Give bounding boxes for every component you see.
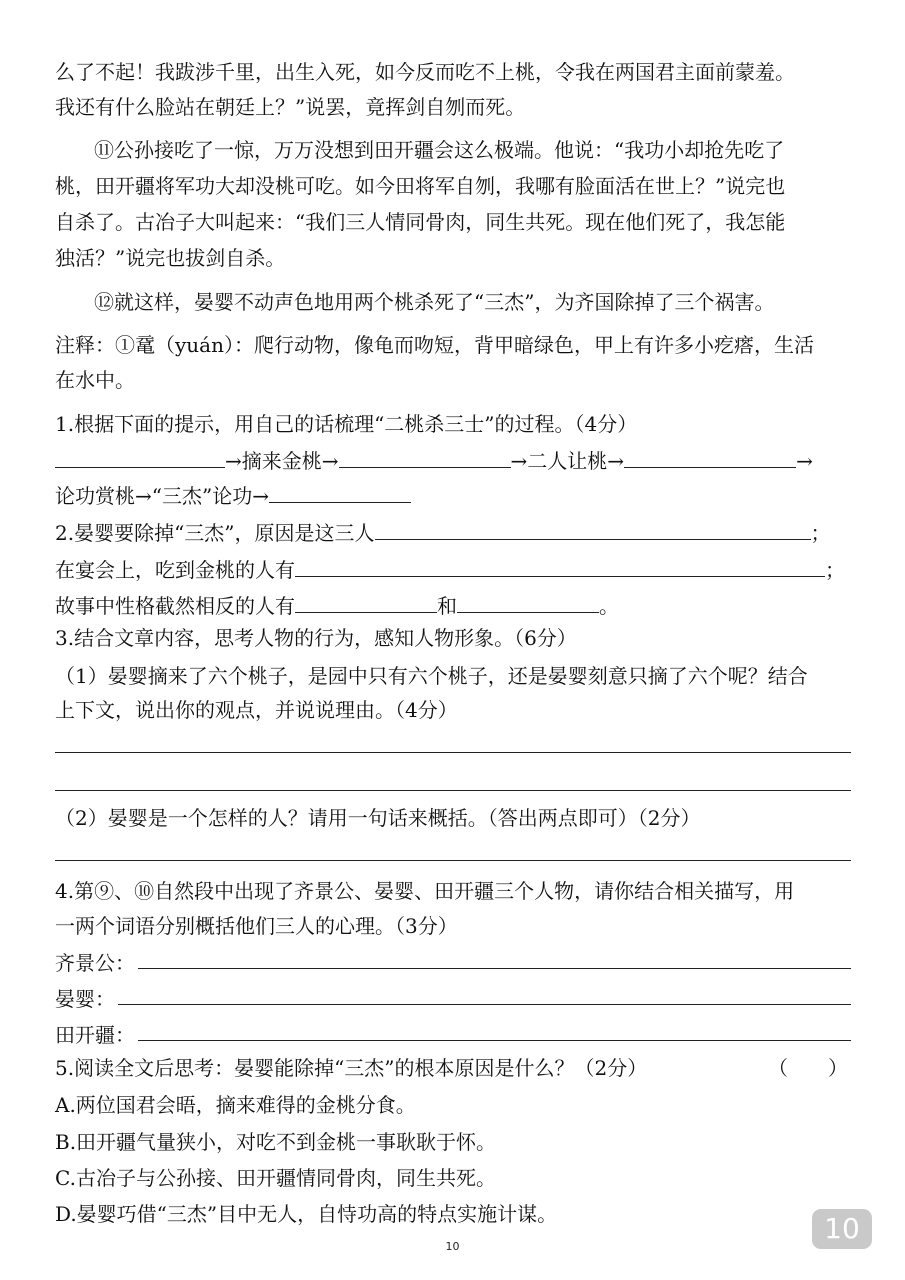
answer-blank[interactable] bbox=[339, 445, 511, 468]
question-4-stem: 一两个词语分别概括他们三人的心理。（3分） bbox=[55, 914, 458, 938]
question-1-flow-row1 bbox=[55, 443, 813, 479]
flow-step: “三杰”论功 bbox=[151, 484, 253, 508]
flow-step: 论功赏桃 bbox=[55, 484, 135, 508]
question-4-stem: 4.第⑨、⑩自然段中出现了齐景公、晏婴、田开疆三个人物，请你结合相关描写，用 bbox=[55, 879, 795, 903]
label-qi-jinggong: 齐景公： bbox=[55, 951, 135, 975]
arrow: → bbox=[510, 449, 528, 473]
question-1-stem: 1.根据下面的提示，用自己的话梳理“二桃杀三士”的过程。（4分） bbox=[55, 412, 638, 436]
question-3-sub1: （1）晏婴摘来了六个桃子，是园中只有六个桃子，还是晏婴刻意只摘了六个呢？结合 bbox=[55, 664, 808, 688]
answer-line[interactable] bbox=[55, 860, 851, 861]
passage-line: ⑪公孙接吃了一惊，万万没想到田开疆会这么极端。他说：“我功小却抢先吃了 bbox=[94, 138, 785, 162]
question-2-line2 bbox=[55, 552, 845, 588]
label-tian-kaijiang: 田开疆： bbox=[55, 1023, 135, 1047]
question-1-flow-row2 bbox=[55, 478, 411, 514]
question-2-text: 在宴会上，吃到金桃的人有 bbox=[55, 558, 295, 582]
answer-blank[interactable] bbox=[457, 590, 599, 613]
question-2-line1 bbox=[55, 515, 831, 551]
punctuation: ； bbox=[810, 521, 831, 545]
passage-line: 么了不起！我跋涉千里，出生入死，如今反而吃不上桃，令我在两国君主面前蒙羞。 bbox=[55, 60, 795, 84]
answer-parentheses[interactable]: （ ） bbox=[768, 1056, 848, 1080]
arrow: → bbox=[321, 449, 339, 473]
answer-line[interactable] bbox=[55, 752, 851, 753]
passage-line: 桃，田开疆将军功大却没桃可吃。如今田将军自刎，我哪有脸面活在世上？”说完也 bbox=[55, 174, 786, 198]
answer-blank[interactable] bbox=[55, 445, 225, 468]
question-2-text: 和 bbox=[437, 594, 457, 618]
flow-step: 二人让桃 bbox=[527, 449, 608, 473]
answer-line[interactable] bbox=[118, 1004, 851, 1005]
answer-blank[interactable] bbox=[624, 445, 796, 468]
arrow: → bbox=[135, 484, 152, 508]
annotation-line: 在水中。 bbox=[55, 368, 135, 392]
question-2-text: 故事中性格截然相反的人有 bbox=[55, 594, 295, 618]
question-3-sub2: （2）晏婴是一个怎样的人？请用一句话来概括。（答出两点即可）（2分） bbox=[55, 806, 701, 830]
label-yan-ying: 晏婴： bbox=[55, 987, 115, 1011]
passage-line: 自杀了。古冶子大叫起来：“我们三人情同骨肉，同生共死。现在他们死了，我怎能 bbox=[55, 210, 786, 234]
question-5-stem: 5.阅读全文后思考：晏婴能除掉“三杰”的根本原因是什么？（2分） bbox=[55, 1056, 648, 1080]
flow-step: 摘来金桃 bbox=[241, 449, 322, 473]
option-c[interactable]: C.古冶子与公孙接、田开疆情同骨肉，同生共死。 bbox=[55, 1166, 496, 1190]
punctuation: ； bbox=[825, 558, 845, 582]
arrow: → bbox=[225, 449, 242, 473]
arrow: → bbox=[607, 449, 625, 473]
question-2-line3 bbox=[55, 588, 619, 624]
answer-line[interactable] bbox=[138, 968, 851, 969]
passage-line: ⑫就这样，晏婴不动声色地用两个桃杀死了“三杰”，为齐国除掉了三个祸害。 bbox=[94, 290, 775, 314]
arrow: → bbox=[796, 449, 813, 473]
annotation-line: 注释：①鼋（yuán）：爬行动物，像龟而吻短，背甲暗绿色，甲上有许多小疙瘩，生活 bbox=[55, 333, 814, 357]
answer-line[interactable] bbox=[55, 790, 851, 791]
question-3-stem: 3.结合文章内容，思考人物的行为，感知人物形象。（6分） bbox=[55, 626, 577, 650]
page-number: 10 bbox=[445, 1240, 460, 1253]
page-badge: 10 bbox=[812, 1209, 872, 1249]
option-b[interactable]: B.田开疆气量狭小，对吃不到金桃一事耿耿于怀。 bbox=[55, 1130, 497, 1154]
answer-line[interactable] bbox=[138, 1040, 851, 1041]
option-a[interactable]: A.两位国君会晤，摘来难得的金桃分食。 bbox=[55, 1093, 416, 1117]
answer-blank[interactable] bbox=[375, 517, 811, 540]
passage-line: 我还有什么脸站在朝廷上？”说罢，竟挥剑自刎而死。 bbox=[55, 95, 526, 119]
answer-blank[interactable] bbox=[269, 480, 411, 503]
answer-blank[interactable] bbox=[295, 554, 825, 577]
passage-line: 独活？”说完也拔剑自杀。 bbox=[55, 246, 286, 270]
question-3-sub1: 上下文，说出你的观点，并说说理由。（4分） bbox=[55, 698, 458, 722]
answer-blank[interactable] bbox=[295, 590, 437, 613]
question-2-text: 2.晏婴要除掉“三杰”，原因是这三人 bbox=[55, 521, 375, 545]
option-d[interactable]: D.晏婴巧借“三杰”目中无人，自恃功高的特点实施计谋。 bbox=[55, 1202, 558, 1226]
punctuation: 。 bbox=[599, 594, 619, 618]
arrow: → bbox=[252, 484, 269, 508]
